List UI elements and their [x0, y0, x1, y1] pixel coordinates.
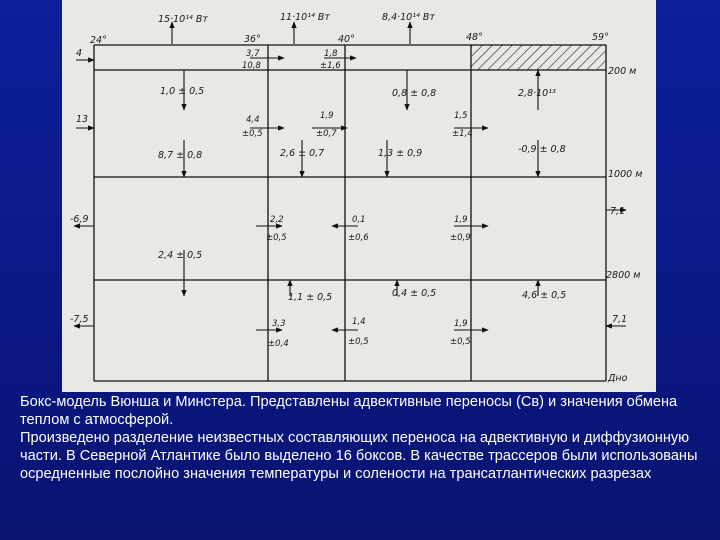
transport-label: 10,8	[242, 61, 261, 71]
depth-label-1000: 1000 м	[608, 169, 643, 180]
transport-label: 3,3	[272, 319, 286, 329]
transport-label: 4,6 ± 0,5	[522, 290, 567, 301]
transport-label: 1,9	[320, 111, 334, 121]
transport-label: 0,1	[352, 215, 366, 225]
boundary-label-1: 4	[76, 48, 83, 59]
transport-label: ±0,7	[316, 129, 337, 139]
transport-label: 2,6 ± 0,7	[280, 148, 325, 159]
transport-label: ±0,4	[268, 339, 289, 349]
transport-label: 2,8·10¹³	[518, 88, 556, 99]
boundary-label-3: -6,9	[70, 214, 89, 225]
transport-label: 1,1 ± 0,5	[288, 292, 333, 303]
transport-label: ±1,6	[320, 61, 341, 71]
hatched-land-area	[471, 45, 606, 70]
transport-label: ±0,5	[266, 233, 287, 243]
slide-caption	[20, 393, 710, 483]
transport-label: 1,3 ± 0,9	[378, 148, 423, 159]
depth-label-200: 200 м	[608, 66, 637, 77]
boundary-label-2: 13	[76, 114, 89, 125]
boundary-label-4: -7,5	[70, 314, 89, 325]
transport-label: 0,4 ± 0,5	[392, 288, 437, 299]
transport-label: 1,9	[454, 319, 468, 329]
transport-label: ±1,4	[452, 129, 473, 139]
transport-label: ±0,6	[348, 233, 369, 243]
transport-labels	[158, 49, 566, 349]
heat-flux-label-1: 15·10¹⁴ Вт	[158, 14, 208, 25]
transport-label: ±0,5	[242, 129, 263, 139]
transport-label: 1,9	[454, 215, 468, 225]
transport-label: 0,8 ± 0,8	[392, 88, 437, 99]
boundary-label-5: 7,1	[610, 206, 626, 217]
depth-label-2800: 2800 м	[606, 270, 641, 281]
transport-label: 8,7 ± 0,8	[158, 150, 203, 161]
latitude-label-48: 48°	[466, 32, 483, 43]
transport-label: ±0,9	[450, 233, 471, 243]
transport-label: 1,4	[352, 317, 366, 327]
transport-label: 1,0 ± 0,5	[160, 86, 205, 97]
transport-label: 3,7	[246, 49, 260, 59]
box-model-diagram	[62, 0, 656, 392]
caption-paragraph-2: Произведено разделение неизвестных составляющих переноса на адвективную и диффузионную части. В Северной Атлантике было выделено 16 боксов. В качестве трассеров были использованы осредненные послойно значения температуры и солености на трансатлантических разрезах	[20, 430, 698, 482]
heat-flux-label-3: 8,4·10¹⁴ Вт	[382, 12, 435, 23]
latitude-label-36: 36°	[244, 34, 261, 45]
transport-label: 2,4 ± 0,5	[158, 250, 203, 261]
transport-label: ±0,5	[450, 337, 471, 347]
latitude-label-59: 59°	[592, 32, 609, 43]
transport-label: 2,2	[270, 215, 284, 225]
depth-label-bottom: Дно	[608, 373, 628, 384]
boundary-label-6: 7,1	[612, 314, 628, 325]
latitude-label-40: 40°	[338, 34, 355, 45]
caption-paragraph-1: Бокс-модель Вюнша и Минстера. Представлены адвективные переносы (Св) и значения обмена теплом с атмосферой.	[20, 394, 678, 428]
transport-label: 1,8	[324, 49, 338, 59]
heat-flux-label-2: 11·10¹⁴ Вт	[280, 12, 330, 23]
transport-label: 4,4	[246, 115, 260, 125]
transport-label: ±0,5	[348, 337, 369, 347]
latitude-label-24: 24°	[90, 35, 107, 46]
transport-label: 1,5	[454, 111, 468, 121]
transport-label: -0,9 ± 0,8	[518, 144, 566, 155]
